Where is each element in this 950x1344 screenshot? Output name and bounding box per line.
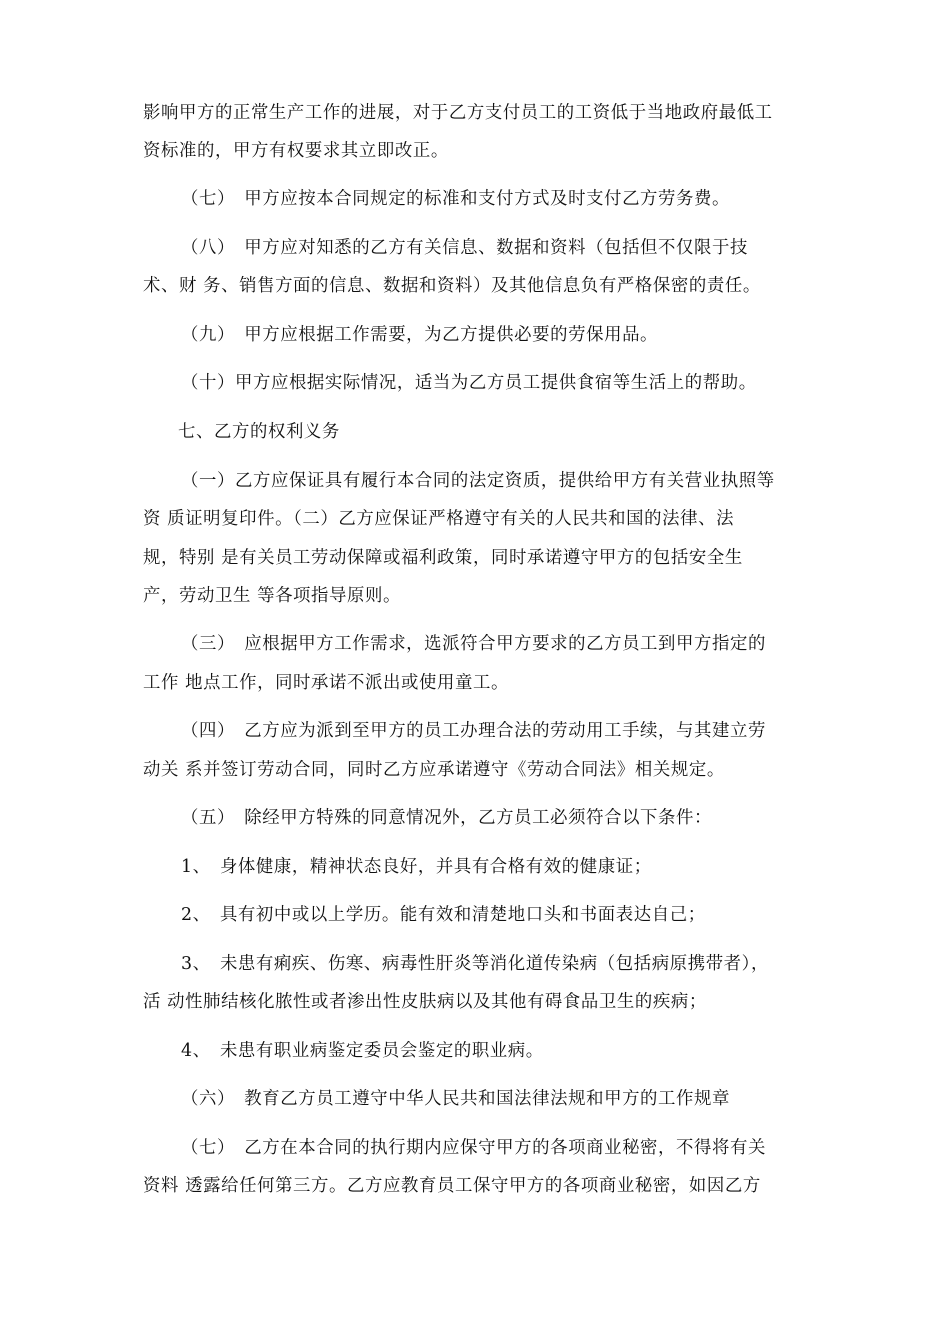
clause-8-party-a: （八） 甲方应对知悉的乙方有关信息、数据和资料（包括但不仅限于技 (181, 238, 749, 258)
condition-2: 2、 具有初中或以上学历。能有效和清楚地口头和书面表达自己； (181, 905, 706, 925)
condition-3-continuation: 活 动性肺结核化脓性或者渗出性皮肤病以及其他有碍食品卫生的疾病； (143, 992, 707, 1012)
clause-10-party-a: （十）甲方应根据实际情况，适当为乙方员工提供食宿等生活上的帮助。 (181, 373, 757, 393)
clause-4-continuation: 动关 系并签订劳动合同，同时乙方应承诺遵守《劳动合同法》相关规定。 (143, 760, 725, 780)
paragraph-line-2: 资标准的，甲方有权要求其立即改正。 (143, 141, 449, 161)
clause-7-party-b: （七） 乙方在本合同的执行期内应保守甲方的各项商业秘密，不得将有关 (181, 1138, 766, 1158)
clause-3-party-b: （三） 应根据甲方工作需求，选派符合甲方要求的乙方员工到甲方指定的 (181, 634, 766, 654)
clause-1-party-b: （一）乙方应保证具有履行本合同的法定资质，提供给甲方有关营业执照等 (181, 471, 775, 491)
clause-5-party-b: （五） 除经甲方特殊的同意情况外，乙方员工必须符合以下条件： (181, 808, 713, 828)
clause-9-party-a: （九） 甲方应根据工作需要，为乙方提供必要的劳保用品。 (181, 325, 659, 345)
condition-4: 4、 未患有职业病鉴定委员会鉴定的职业病。 (181, 1041, 544, 1061)
paragraph-line-1: 影响甲方的正常生产工作的进展，对于乙方支付员工的工资低于当地政府最低工 (143, 103, 773, 123)
condition-1: 1、 身体健康，精神状态良好，并具有合格有效的健康证； (181, 857, 652, 877)
clause-7-continuation: 资料 透露给任何第三方。乙方应教育员工保守甲方的各项商业秘密，如因乙方 (143, 1176, 761, 1196)
clause-2-continuation-a: 规，特别 是有关员工劳动保障或福利政策，同时承诺遵守甲方的包括安全生 (143, 548, 743, 568)
section-heading-party-b: 七、乙方的权利义务 (178, 422, 340, 442)
clause-4-party-b: （四） 乙方应为派到至甲方的员工办理合法的劳动用工手续，与其建立劳 (181, 721, 766, 741)
clause-8-continuation: 术、财 务、销售方面的信息、数据和资料）及其他信息负有严格保密的责任。 (143, 276, 761, 296)
clause-7-party-a: （七） 甲方应按本合同规定的标准和支付方式及时支付乙方劳务费。 (181, 189, 731, 209)
clause-2-continuation-b: 产，劳动卫生 等各项指导原则。 (143, 586, 401, 606)
clause-6-party-b: （六） 教育乙方员工遵守中华人民共和国法律法规和甲方的工作规章 (181, 1089, 731, 1109)
clause-1-2-continuation: 资 质证明复印件。（二）乙方应保证严格遵守有关的人民共和国的法律、法 (143, 509, 735, 529)
condition-3: 3、 未患有痢疾、伤寒、病毒性肝炎等消化道传染病（包括病原携带者）， (181, 954, 769, 974)
clause-3-continuation: 工作 地点工作，同时承诺不派出或使用童工。 (143, 673, 509, 693)
